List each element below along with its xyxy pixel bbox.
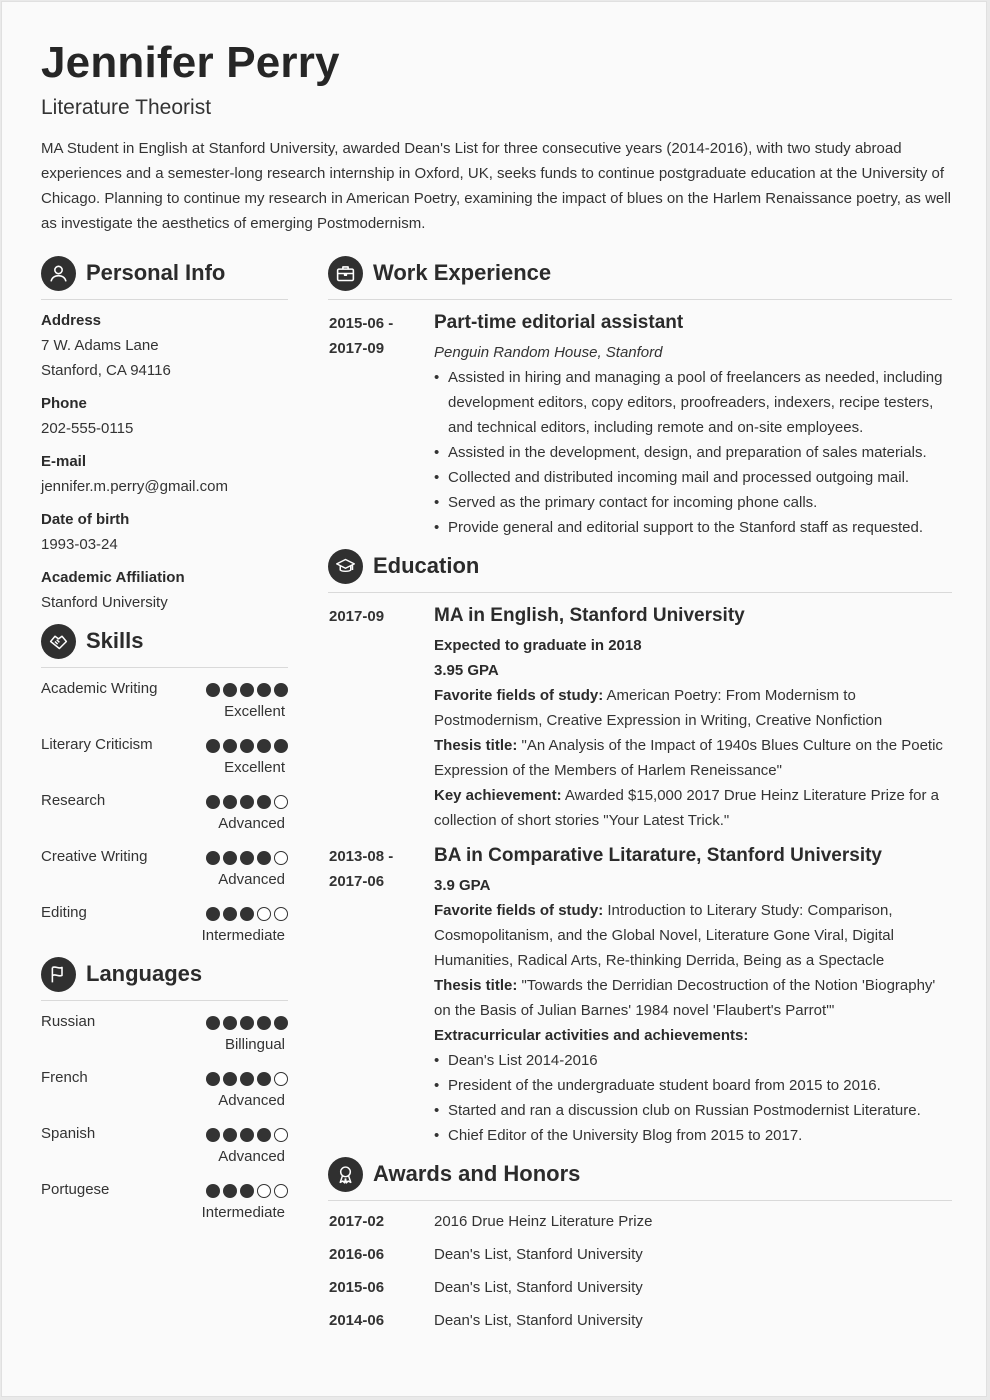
rating-dot-filled <box>223 795 237 809</box>
ma-achievement-label: Key achievement: <box>434 787 562 804</box>
award-date: 2015-06 <box>329 1279 385 1296</box>
email-value: jennifer.m.perry@gmail.com <box>41 478 228 495</box>
award-text: Dean's List, Stanford University <box>434 1246 643 1263</box>
rating-dot-filled <box>257 683 271 697</box>
email-label: E-mail <box>41 453 87 470</box>
phone-label: Phone <box>41 395 87 412</box>
briefcase-icon <box>328 256 363 291</box>
flag-icon <box>41 957 76 992</box>
address-line1: 7 W. Adams Lane <box>41 337 159 354</box>
education-header <box>328 549 952 593</box>
rating-dot-filled <box>257 1072 271 1086</box>
skill-name: Editing <box>41 904 87 921</box>
language-level: Billingual <box>224 1036 285 1053</box>
rating-dot-filled <box>223 739 237 753</box>
rating-dot-empty <box>274 1184 288 1198</box>
award-text: Dean's List, Stanford University <box>434 1312 643 1329</box>
skill-level: Excellent <box>224 703 285 720</box>
ma-date: 2017-09 <box>329 608 385 625</box>
list-item: • Served as the primary contact for incoming phone calls. <box>434 490 954 515</box>
summary-text: MA Student in English at Stanford University, awarded Dean's List for three consecutive years (2014-2016), with two study abroad experiences and a semester-long research internship in Oxford, UK, seeks funds to continue postgraduate education at the University of Chicago. Planning to continue my research in American Poetry, examining the impact of blues on the Harlem Renaissance poetry, as well as investigate the aesthetics of emerging Postmodernism. <box>41 140 951 232</box>
rating-dot-filled <box>223 1072 237 1086</box>
list-item: • Collected and distributed incoming mail and processed outgoing mail. <box>434 465 954 490</box>
rating-dot-empty <box>274 795 288 809</box>
rating-dot-filled <box>223 1016 237 1030</box>
rating-dot-empty <box>257 907 271 921</box>
rating-dot-filled <box>223 851 237 865</box>
ma-gpa: 3.95 GPA <box>434 662 499 679</box>
ba-extra-label: Extracurricular activities and achievements: <box>434 1027 749 1044</box>
ba-fields-label: Favorite fields of study: <box>434 902 604 919</box>
ba-date-end: 2017-06 <box>329 873 385 890</box>
list-item: • Started and ran a discussion club on Russian Postmodernist Literature. <box>434 1098 954 1123</box>
rating-dot-filled <box>274 739 288 753</box>
award-icon <box>328 1157 363 1192</box>
language-name: Portugese <box>41 1181 110 1198</box>
skill-level: Advanced <box>218 871 285 888</box>
languages-title: Languages <box>86 961 203 986</box>
rating-dot-filled <box>240 907 254 921</box>
list-item: • Dean's List 2014-2016 <box>434 1048 954 1073</box>
list-item: • Assisted in hiring and managing a pool of freelancers as needed, including development editors, copy editors, proofreaders, indexers, recipe testers, and technical editors, including remote and on-site employees. <box>434 365 954 440</box>
rating-dot-filled <box>206 683 220 697</box>
skills-header <box>41 624 288 668</box>
rating-dot-filled <box>274 683 288 697</box>
language-name: French <box>41 1069 88 1086</box>
language-level: Intermediate <box>201 1204 285 1221</box>
rating-dot-filled <box>223 1128 237 1142</box>
rating-dot-filled <box>206 1128 220 1142</box>
rating-dot-empty <box>274 1072 288 1086</box>
ba-bullets <box>434 1048 954 1148</box>
ma-fields-label: Favorite fields of study: <box>434 687 604 704</box>
ma-fields: American Poetry: From Modernism to Postmodernism, Creative Expression in Writing, Creative Nonfiction <box>434 687 883 729</box>
work-experience-header <box>328 256 952 300</box>
affiliation-label: Academic Affiliation <box>41 569 185 586</box>
rating-dot-filled <box>223 683 237 697</box>
language-name: Russian <box>41 1013 96 1030</box>
education-title: Education <box>373 553 480 578</box>
list-item: • President of the undergraduate student board from 2015 to 2016. <box>434 1073 954 1098</box>
list-item: • Provide general and editorial support to the Stanford staff as requested. <box>434 515 954 540</box>
phone-value: 202-555-0115 <box>41 420 134 437</box>
ba-gpa: 3.9 GPA <box>434 877 491 894</box>
rating-dot-empty <box>274 1128 288 1142</box>
skill-level: Advanced <box>218 815 285 832</box>
rating-dot-filled <box>223 907 237 921</box>
job-date-end: 2017-09 <box>329 340 385 357</box>
candidate-role: Literature Theorist <box>41 96 212 119</box>
list-item: • Chief Editor of the University Blog from 2015 to 2017. <box>434 1123 954 1148</box>
award-date: 2016-06 <box>329 1246 385 1263</box>
ma-expected: Expected to graduate in 2018 <box>434 637 642 654</box>
job-title: Part-time editorial assistant <box>434 312 684 333</box>
rating-dot-filled <box>257 1128 271 1142</box>
job-date-start: 2015-06 - <box>329 315 394 332</box>
award-text: Dean's List, Stanford University <box>434 1279 643 1296</box>
rating-dot-filled <box>257 851 271 865</box>
rating-dot-filled <box>206 1072 220 1086</box>
skills-title: Skills <box>86 628 144 653</box>
rating-dot-filled <box>257 1016 271 1030</box>
language-level: Advanced <box>218 1092 285 1109</box>
language-level: Advanced <box>218 1148 285 1165</box>
award-date: 2014-06 <box>329 1312 385 1329</box>
rating-dot-filled <box>257 739 271 753</box>
award-text: 2016 Drue Heinz Literature Prize <box>434 1213 653 1230</box>
skill-name: Literary Criticism <box>41 736 153 753</box>
personal-info-title: Personal Info <box>86 260 226 285</box>
rating-dot-empty <box>257 1184 271 1198</box>
dob-value: 1993-03-24 <box>41 536 118 553</box>
user-icon <box>41 256 76 291</box>
ba-thesis: "Towards the Derridian Decostruction of the Notion 'Biography' on the Basis of Julian Barnes' 1984 novel 'Flaubert's Parrot'" <box>434 977 936 1019</box>
personal-info-header <box>41 256 288 300</box>
ba-details <box>434 873 954 1048</box>
rating-dot-filled <box>206 851 220 865</box>
address-line2: Stanford, CA 94116 <box>41 362 171 379</box>
ma-title: MA in English, Stanford University <box>434 605 745 626</box>
rating-dot-filled <box>206 795 220 809</box>
rating-dot-filled <box>240 739 254 753</box>
skill-level: Intermediate <box>201 927 285 944</box>
ma-thesis-label: Thesis title: <box>434 737 518 754</box>
list-item: • Assisted in the development, design, and preparation of sales materials. <box>434 440 954 465</box>
candidate-name: Jennifer Perry <box>41 38 340 87</box>
rating-dot-filled <box>206 907 220 921</box>
languages-header <box>41 957 288 1001</box>
awards-title: Awards and Honors <box>373 1161 581 1186</box>
ba-fields: Introduction to Literary Study: Comparison, Cosmopolitanism, and the Global Novel, Literature Gone Viral, Digital Humanities, Radical Arts, Re-thinking Derrida, Being as a Spectacle <box>434 902 894 969</box>
graduation-cap-icon <box>328 549 363 584</box>
skill-name: Creative Writing <box>41 848 148 865</box>
award-date: 2017-02 <box>329 1213 385 1230</box>
rating-dot-filled <box>274 1016 288 1030</box>
awards-header <box>328 1157 952 1201</box>
ma-achievement: Awarded $15,000 2017 Drue Heinz Literature Prize for a collection of short stories "Your Latest Trick." <box>434 787 940 829</box>
rating-dot-filled <box>240 683 254 697</box>
work-experience-title: Work Experience <box>373 260 552 285</box>
ba-thesis-label: Thesis title: <box>434 977 518 994</box>
rating-dot-filled <box>206 739 220 753</box>
rating-dot-filled <box>240 1184 254 1198</box>
rating-dot-filled <box>240 851 254 865</box>
dob-label: Date of birth <box>41 511 130 528</box>
affiliation-value: Stanford University <box>41 594 168 611</box>
rating-dot-filled <box>257 795 271 809</box>
job-company: Penguin Random House, Stanford <box>434 344 663 361</box>
language-name: Spanish <box>41 1125 96 1142</box>
skill-name: Research <box>41 792 106 809</box>
ba-date-start: 2013-08 - <box>329 848 394 865</box>
ma-details <box>434 633 954 833</box>
rating-dot-filled <box>240 1128 254 1142</box>
skill-name: Academic Writing <box>41 680 158 697</box>
rating-dot-filled <box>223 1184 237 1198</box>
skill-level: Excellent <box>224 759 285 776</box>
rating-dot-empty <box>274 851 288 865</box>
address-label: Address <box>41 312 102 329</box>
rating-dot-filled <box>206 1184 220 1198</box>
rating-dot-filled <box>206 1016 220 1030</box>
rating-dot-empty <box>274 907 288 921</box>
rating-dot-filled <box>240 1016 254 1030</box>
resume-page <box>1 1 987 1397</box>
handshake-icon <box>41 624 76 659</box>
job-bullets <box>434 365 954 540</box>
rating-dot-filled <box>240 795 254 809</box>
ma-thesis: "An Analysis of the Impact of 1940s Blues Culture on the Poetic Expression of the Members of Harlem Reneissance" <box>434 737 943 779</box>
rating-dot-filled <box>240 1072 254 1086</box>
ba-title: BA in Comparative Litarature, Stanford University <box>434 845 883 866</box>
